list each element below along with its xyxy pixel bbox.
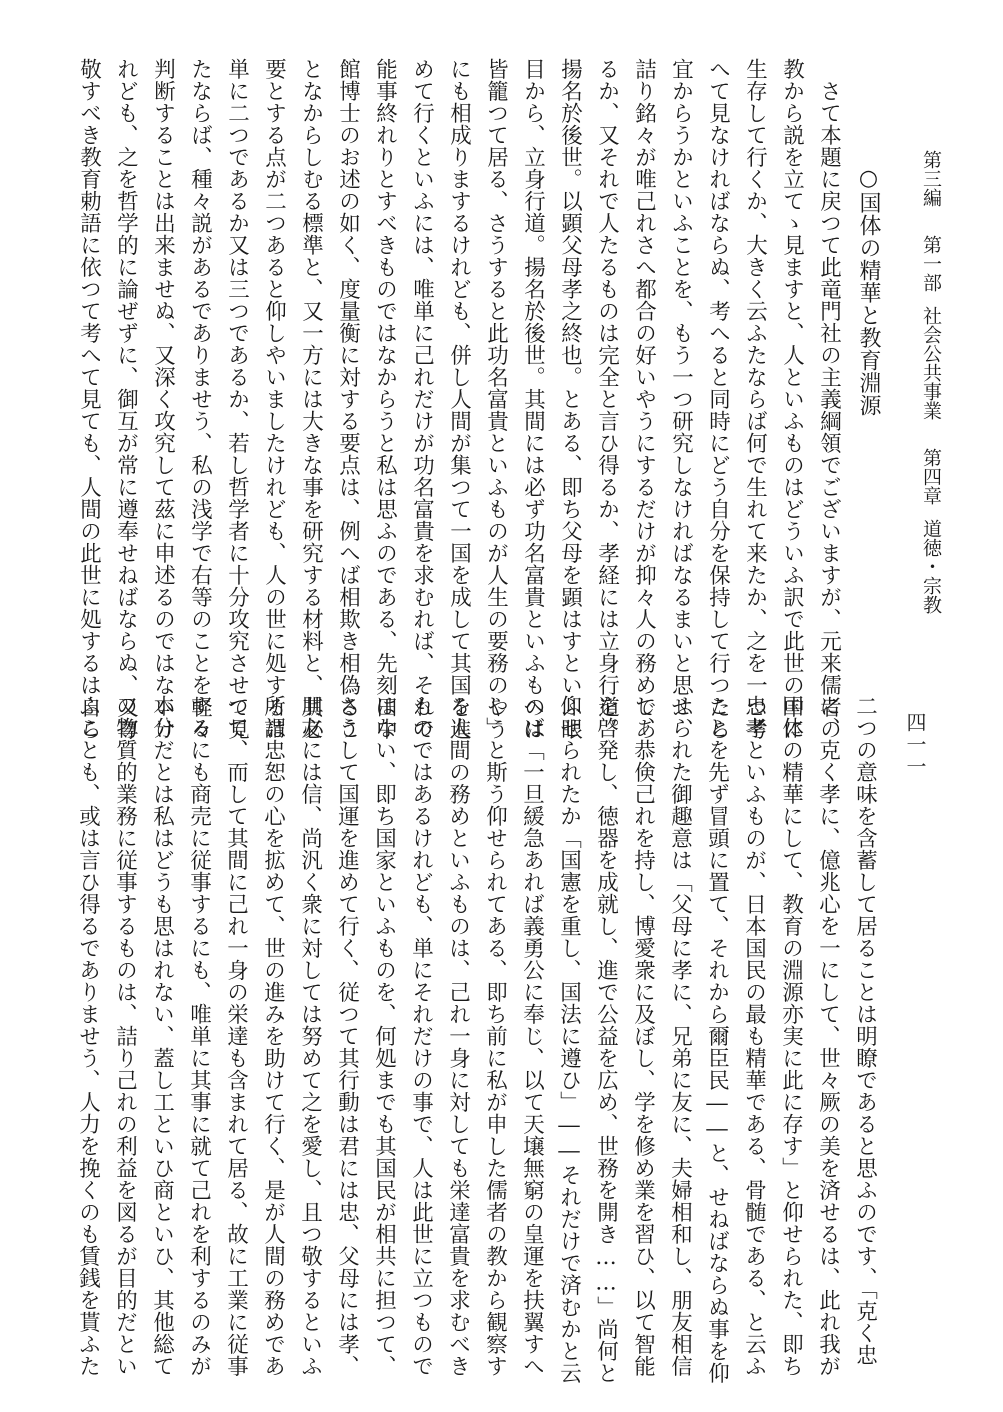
lower-text-column: つて、而して其間に己れ一身の栄達も含まれて居る、故に工業に従事 xyxy=(223,695,249,1377)
upper-text-column: るか、又それで人たるものは完全と言ひ得るか、孝経には立身行道。 xyxy=(594,58,620,740)
lower-text-column: る人間の務めといふものは、己れ一身に対しても栄達富貴を求むべき xyxy=(445,695,471,1377)
lower-text-column: せられた御趣意は「父母に孝に、兄弟に友に、夫婦相和し、朋友相信 xyxy=(667,695,693,1377)
upper-text-column: めて行くといふには、唯単に己れだけが功名富貴を求むれば、それで xyxy=(409,58,435,740)
section-title: ○国体の精華と教育淵源 xyxy=(856,166,881,417)
lower-text-column: の物質的業務に従事するものは、詰り己れの利益を図るが目的だとい xyxy=(112,695,138,1377)
lower-text-column: へば「一旦緩急あれば義勇公に奉じ、以て天壌無窮の皇運を扶翼すへ xyxy=(519,695,545,1377)
lower-text-column: 朋友には信、尚汎く衆に対しては努めて之を愛し、且つ敬するといふ xyxy=(297,695,323,1377)
upper-text-column: さて本題に戻つて此竜門社の主義綱領でございますが、元来儒者の xyxy=(816,80,842,740)
upper-text-column: れども、之を哲学的に論ぜずに、御互が常に遵奉せねばならぬ、又尊 xyxy=(113,58,139,740)
upper-text-column: となからしむる標準と、又一方には大きな事を研究する材料と、其必 xyxy=(298,58,324,740)
upper-text-column: 皆籠つて居る、さうすると此功名富貴といふものが人生の要務のやう xyxy=(483,58,509,740)
upper-text-column: 宜からうかといふことを、もう一つ研究しなければなるまいと思ふ、 xyxy=(668,58,694,740)
lower-text-column: し、恭倹己れを持し、博愛衆に及ぼし、学を修め業を習ひ、以て智能 xyxy=(630,695,656,1377)
upper-text-column: 詰り銘々が唯己れさへ都合の好いやうにするだけが抑々人の務めであ xyxy=(631,58,657,740)
lower-text-column: 仰せられたか「国憲を重し、国法に遵ひ」――それだけで済むかと云 xyxy=(556,695,582,1384)
lower-text-column: するにも商売に従事するにも、唯単に其事に就て己れを利するのみが xyxy=(186,695,212,1377)
upper-text-column: 目から、立身行道。揚名於後世。其間には必ず功名富貴といふものは xyxy=(520,58,546,740)
upper-text-column: 揚名於後世。以顕父母孝之終也。とある、即ち父母を顕はすといふ眼 xyxy=(557,58,583,740)
lower-text-column: 二つの意味を含蓄して居ることは明瞭であると思ふのです、「克く忠 xyxy=(852,695,878,1367)
page-number: 四一一 xyxy=(903,712,927,778)
upper-text-column: 生存して行くか、大きく云ふたならば何で生れて来たか、之を一つ考 xyxy=(742,58,768,740)
upper-text-column: にも相成りまするけれども、併し人間が集つて一国を成して其国を進 xyxy=(446,58,472,740)
header-chapter-title: 道徳・宗教 xyxy=(920,519,942,614)
running-header xyxy=(900,150,940,650)
lower-text-column: 本分だとは私はどうも思はれない、蓋し工といひ商といひ、其他総て xyxy=(149,695,175,1377)
lower-text-column: さうして国運を進めて行く、従つて其行動は君には忠、父母には孝、 xyxy=(334,695,360,1377)
upper-text-column: 要とする点が二つあると仰しやいましたけれども、人の世に処するは xyxy=(261,58,287,740)
upper-text-column: 能事終れりとすべきものではなからうと私は思ふのである、先刻田中 xyxy=(372,58,398,740)
upper-text-column: 判断することは出来ませぬ、又深く攻究して茲に申述るのではないけ xyxy=(150,58,176,740)
lower-text-column: 忠孝といふものが、日本国民の最も精華である、骨髄である、と云ふ xyxy=(741,695,767,1377)
upper-text-column: 単に二つであるか又は三つであるか、若し哲学者に十分攻究させて見 xyxy=(224,58,250,740)
lower-text-column: を啓発し、徳器を成就し、進で公益を広め、世務を開き……」尚何と xyxy=(593,695,619,1384)
header-chapter: 第四章 xyxy=(920,448,942,505)
upper-text-column: たならば、種々説があるでありませう、私の浅学で右等のことを軽々 xyxy=(187,58,213,740)
header-topic: 社会公共事業 xyxy=(920,306,942,420)
lower-text-column: に、克く孝に、億兆心を一にして、世々厥の美を済せるは、此れ我が xyxy=(815,695,841,1377)
lower-text-column: ものではあるけれども、単にそれだけの事で、人は此世に立つもので xyxy=(408,695,434,1377)
lower-text-column: し」と斯う仰せられてある、即ち前に私が申した儒者の教から観察す xyxy=(482,695,508,1377)
lower-text-column: 所謂忠恕の心を拡めて、世の進みを助けて行く、是が人間の務めであ xyxy=(260,695,286,1377)
lower-text-column: 国体の精華にして、教育の淵源亦実に此に存す」と仰せられた、即ち xyxy=(778,695,804,1377)
upper-text-column: 館博士のお述の如く、度量衡に対する要点は、例へば相欺き相偽るこ xyxy=(335,58,361,740)
upper-text-column: 敬すべき教育勅語に依つて考へて見ても、人間の此世に処するは自ら xyxy=(76,58,102,740)
lower-text-column: はない、即ち国家といふものを、何処までも其国民が相共に担つて、 xyxy=(371,695,397,1377)
lower-text-column: ことを先ず冒頭に置て、それから爾臣民――と、せねばならぬ事を仰 xyxy=(704,695,730,1384)
lower-text-column: ふことも、或は言ひ得るでありませう、人力を挽くのも賃銭を貰ふた xyxy=(75,695,101,1377)
upper-text-column: へて見なければならぬ、考へると同時にどう自分を保持して行つたら xyxy=(705,58,731,740)
header-part: 第三編 xyxy=(920,150,942,207)
header-section: 第一部 xyxy=(920,235,942,292)
upper-text-column: 教から説を立てゝ見ますと、人といふものはどういふ訳で此世の中に xyxy=(779,58,805,740)
